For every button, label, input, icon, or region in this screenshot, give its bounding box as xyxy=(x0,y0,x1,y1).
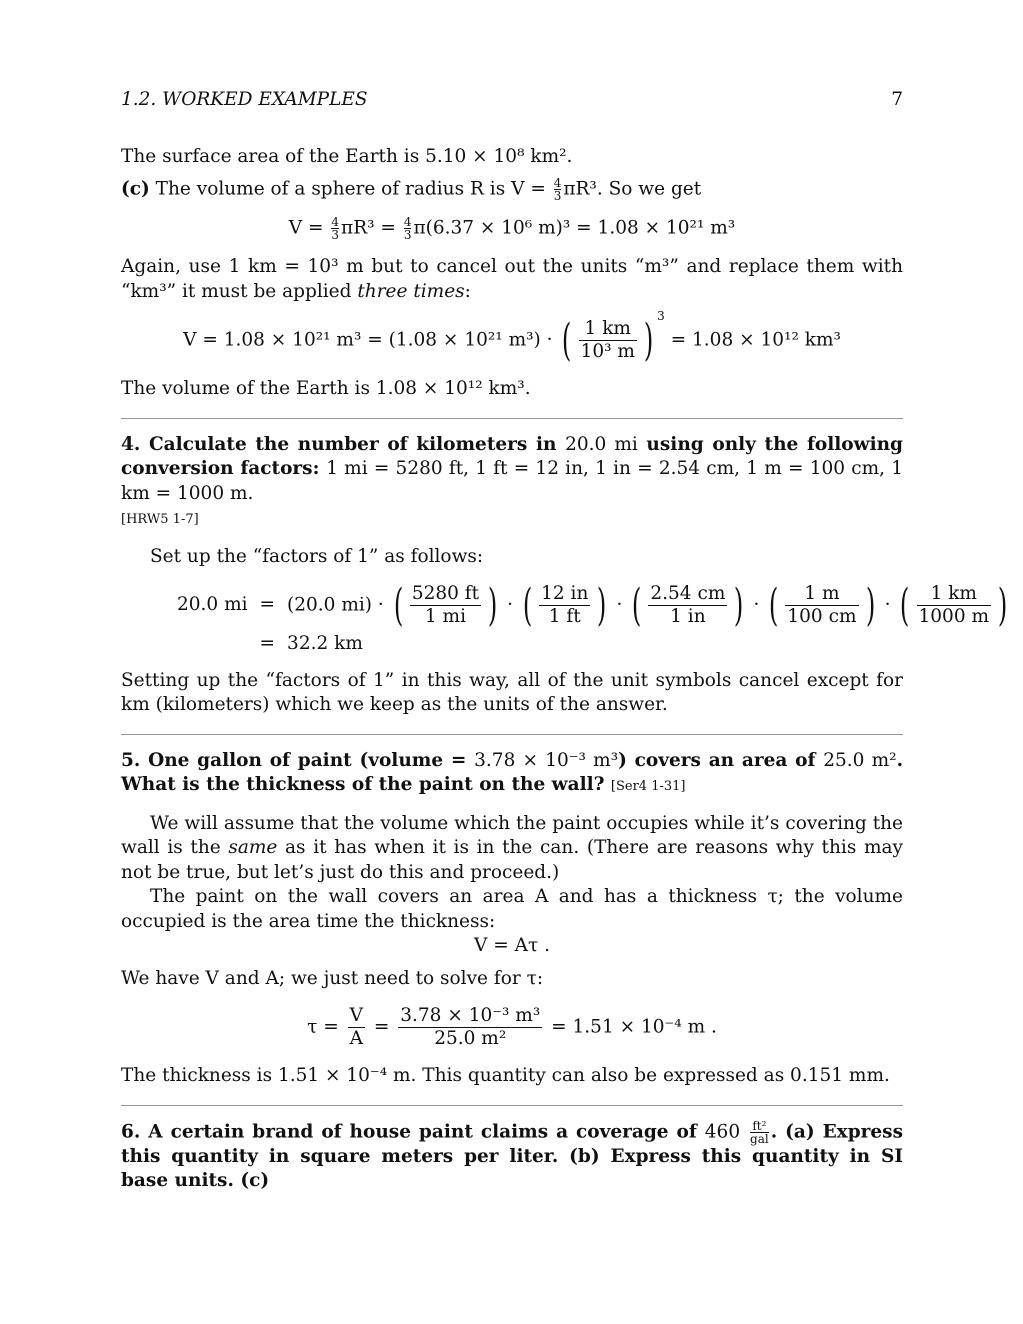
question-5: 5. One gallon of paint (volume = 3.78 × 10⁻³ m³) covers an area of 25.0 m². What is the thickness of the paint on the wall? [Ser4 1-31] xyxy=(121,749,904,795)
q5-assumption: We will assume that the volume which the paint occupies while it’s covering the wall is the same as it has when it is in the can. (There are reasons why this may not be true, but let’s just do this and proceed.) xyxy=(121,812,903,883)
q4-equation: 20.0 mi = (20.0 mi) · ( $\frac{5280 ft}{1 mi}$ ) · ( $\frac{12 in}{1 ft}$ ) · ( $\frac{2.54 cm}{1 in}$ ) · ( $\frac{1 m}{100 cm}$ ) · ( $\frac{1 km}{1000 m}$ ) = 32.2 km xyxy=(171,581,1017,659)
divider xyxy=(121,734,903,735)
q4-explanation: Setting up the “factors of 1” in this way, all of the unit symbols cancel except for km (kilometers) which we keep as the units of the answer. xyxy=(121,669,903,715)
again-paragraph: Again, use 1 km = 10³ m but to cancel out the units “m³” and replace them with “km³” it must be applied three times: xyxy=(121,256,903,302)
question-4: 4. Calculate the number of kilometers in 20.0 mi using only the following conversion factors: 1 mi = 5280 ft, 1 ft = 12 in, 1 in = 2.54 cm, 1 m = 100 cm, 1 km = 1000 m. xyxy=(121,433,903,504)
divider xyxy=(121,1105,903,1106)
four-thirds-fraction: $\frac{4}{3}$ xyxy=(553,176,562,203)
page xyxy=(121,88,1008,1194)
earth-volume-line: The volume of the Earth is 1.08 × 10¹² km³. xyxy=(121,378,531,399)
q4-reference: [HRW5 1-7] xyxy=(121,512,199,527)
q5-conclusion: The thickness is 1.51 × 10⁻⁴ m. This quantity can also be expressed as 0.151 mm. xyxy=(121,1065,890,1086)
divider xyxy=(121,418,903,419)
q4-setup: Set up the “factors of 1” as follows: xyxy=(150,545,484,567)
equation-volume: V = $\frac{4}{3}$ πR³ = $\frac{4}{3}$ π(6.37 × 10⁶ m)³ = 1.08 × 10²¹ m³ xyxy=(288,215,736,242)
page-number: 7 xyxy=(891,89,903,110)
q5-equation-tau: τ = $\frac{V}{A}$ = $\frac{\text{3.78 × 10⁻³ m³}}{\text{25.0 m²}}$ = 1.51 × 10⁻⁴ m . xyxy=(307,1005,717,1049)
question-6: 6. A certain brand of house paint claims a coverage of 460 ft² gal . (a) Express this quantity in square meters per liter. (b) Express this quantity in SI base units. (c) xyxy=(121,1118,903,1191)
q5-equation-v: V = Aτ . xyxy=(474,935,550,956)
q5-area-thickness: The paint on the wall covers an area A and has a thickness τ; the volume occupied is the area time the thickness: xyxy=(121,886,903,932)
q5-solve-line: We have V and A; we just need to solve for τ: xyxy=(121,967,544,989)
part-c-label: (c) xyxy=(121,178,150,200)
equation-conversion: V = 1.08 × 10²¹ m³ = (1.08 × 10²¹ m³) · ( $\frac{1 km}{\text{10³ m}}$ ) $^3$ = 1.08 × 10¹² km³ xyxy=(183,309,841,366)
earth-area-line: The surface area of the Earth is 5.10 × 10⁸ km². xyxy=(121,145,573,167)
running-header xyxy=(121,88,903,113)
part-c-line: (c) The volume of a sphere of radius R is V = $\frac{4}{3}$ πR³. So we get xyxy=(121,176,702,203)
section-title: 1.2. WORKED EXAMPLES xyxy=(121,89,368,110)
q4-result: 32.2 km xyxy=(287,633,363,654)
